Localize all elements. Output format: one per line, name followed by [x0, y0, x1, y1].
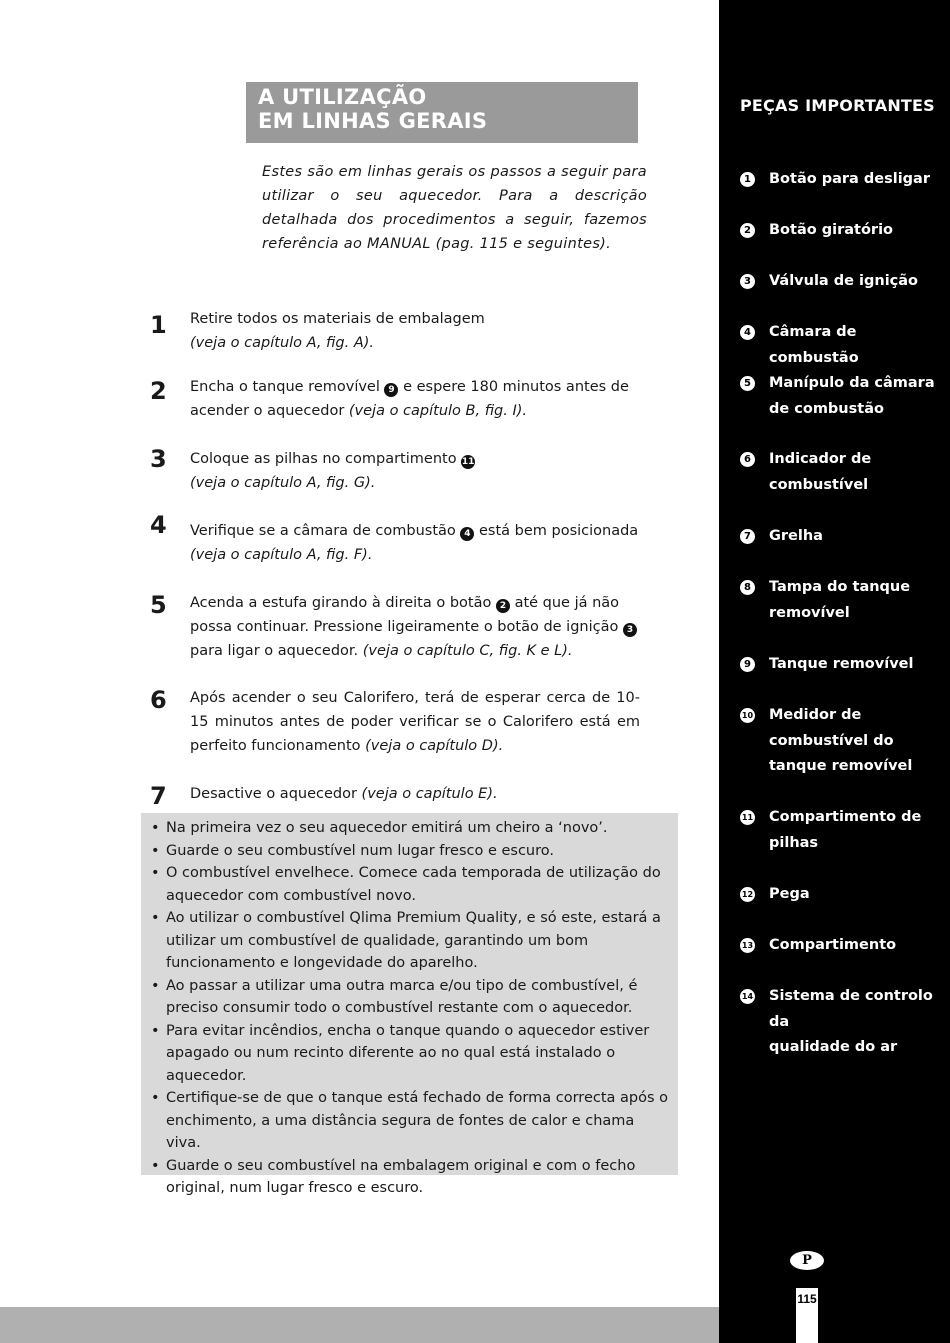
part-item-8	[740, 578, 945, 626]
note-item: • Na primeira vez o seu aquecedor emitirá um cheiro a ‘novo’.	[151, 817, 671, 840]
step-number: 4	[150, 511, 167, 539]
part-label: Tampa do tanque removível	[769, 579, 911, 621]
step-text	[190, 447, 640, 495]
step-reference: (veja o capítulo E).	[361, 786, 498, 802]
note-item: • Para evitar incêndios, encha o tanque quando o aquecedor estiver apagado ou num recinto diferente ao no qual está instalado o aquecedor.	[151, 1020, 671, 1088]
part-label: Botão giratório	[769, 222, 894, 238]
footer-band	[0, 1307, 719, 1343]
step-text-part: Desactive o aquecedor	[190, 786, 357, 802]
part-item-7	[740, 527, 945, 550]
step-text-part: está bem posicionada	[478, 523, 639, 539]
part-item-2	[740, 221, 945, 244]
heading-line-2: EM LINHAS GERAIS	[258, 109, 488, 133]
part-number-badge: 3	[740, 274, 755, 289]
step-text-part: Coloque as pilhas no compartimento	[190, 451, 457, 467]
section-heading	[246, 82, 638, 143]
part-number-badge: 2	[740, 223, 755, 238]
step-number: 7	[150, 782, 167, 810]
step-text-part: até que já não possa continuar. Pressione ligeiramente o botão de ignição	[190, 595, 620, 635]
part-label: Botão para desligar	[769, 171, 930, 187]
part-item-11	[740, 808, 945, 856]
part-label: Válvula de ignição	[769, 273, 919, 289]
part-label: Compartimento	[769, 937, 897, 953]
part-number-badge: 14	[740, 989, 755, 1004]
note-item: • Guarde o seu combustível num lugar fresco e escuro.	[151, 840, 671, 863]
part-number-badge: 12	[740, 887, 755, 902]
step-number: 2	[150, 377, 167, 405]
step-text-part: Retire todos os materiais de embalagem	[190, 311, 485, 327]
part-label: Câmara de combustão	[769, 324, 859, 366]
parts-sidebar	[719, 0, 950, 1343]
step-text-part: e espere 180 minutos antes de acender o aquecedor	[190, 379, 629, 419]
step-reference: (veja o capítulo A, fig. F).	[190, 547, 373, 563]
part-label: Pega	[769, 886, 810, 902]
part-item-5	[740, 374, 945, 422]
step-reference: (veja o capítulo A, fig. G).	[190, 475, 376, 491]
part-item-4	[740, 323, 945, 371]
part-number-badge: 4	[740, 325, 755, 340]
part-item-9	[740, 655, 945, 678]
step-text	[190, 519, 640, 567]
part-number-badge: 11	[740, 810, 755, 825]
step-text	[190, 782, 640, 806]
heading-line-1: A UTILIZAÇÃO	[258, 85, 427, 109]
step-number: 3	[150, 445, 167, 473]
part-label: Medidor de combustível do tanque removível	[769, 707, 913, 774]
part-item-10	[740, 706, 945, 780]
part-item-3	[740, 272, 945, 295]
part-number-badge: 11	[461, 457, 475, 467]
step-text-part: Acenda a estufa girando à direita o botão	[190, 595, 492, 611]
part-number-badge: 2	[496, 599, 510, 613]
part-number-badge: 10	[740, 708, 755, 723]
step-number: 6	[150, 686, 167, 714]
note-item: • Certifique-se de que o tanque está fechado de forma correcta após o enchimento, a uma distância segura de fontes de calor e chama viva.	[151, 1087, 671, 1155]
note-item: • Ao utilizar o combustível Qlima Premium Quality, e só este, estará a utilizar um combustível de qualidade, garantindo um bom funcionamento e longevidade do aparelho.	[151, 907, 671, 975]
part-item-13	[740, 936, 945, 959]
step-reference: (veja o capítulo B, fig. I).	[348, 403, 528, 419]
step-number: 1	[150, 311, 167, 339]
part-label: Tanque removível	[769, 656, 914, 672]
step-text	[190, 375, 640, 423]
part-number-badge: 7	[740, 529, 755, 544]
part-label: Sistema de controlo da qualidade do ar	[769, 988, 933, 1055]
step-reference: (veja o capítulo C, fig. K e L).	[362, 643, 573, 659]
part-item-1	[740, 170, 945, 193]
step-reference: (veja o capítulo A, fig. A).	[190, 335, 375, 351]
part-number-badge: 4	[460, 527, 474, 541]
step-text	[190, 307, 640, 355]
part-label: Manípulo da câmara de combustão	[769, 375, 935, 417]
intro-paragraph: Estes são em linhas gerais os passos a seguir para utilizar o seu aquecedor. Para a descrição detalhada dos procedimentos a seguir, fazemos referência ao MANUAL (pag. 115 e seguintes).	[262, 164, 647, 252]
note-item: • Ao passar a utilizar uma outra marca e/ou tipo de combustível, é preciso consumir todo o combustível restante com o aquecedor.	[151, 975, 671, 1020]
step-text	[190, 686, 640, 758]
part-number-badge: 13	[740, 938, 755, 953]
step-number: 5	[150, 591, 167, 619]
note-item: • O combustível envelhece. Comece cada temporada de utilização do aquecedor com combustível novo.	[151, 862, 671, 907]
part-label: Grelha	[769, 528, 823, 544]
note-item: • Guarde o seu combustível na embalagem original e com o fecho original, num lugar fresco e escuro.	[151, 1155, 671, 1200]
part-item-14	[740, 987, 945, 1061]
part-number-badge: 1	[740, 172, 755, 187]
notes-box	[141, 813, 678, 1196]
part-number-badge: 3	[623, 623, 637, 637]
part-number-badge: 5	[740, 376, 755, 391]
step-text-part: para ligar o aquecedor.	[190, 643, 359, 659]
step-text-part: Verifique se a câmara de combustão	[190, 523, 456, 539]
page-number: 115	[796, 1288, 818, 1343]
part-number-badge: 6	[740, 452, 755, 467]
step-text	[190, 591, 640, 663]
step-reference: (veja o capítulo D).	[365, 738, 504, 754]
language-badge: P	[790, 1251, 824, 1270]
step-text-part: Encha o tanque removível	[190, 379, 380, 395]
part-number-badge: 8	[740, 580, 755, 595]
part-item-6	[740, 450, 945, 498]
step-text-part: Após acender o seu Calorifero, terá de esperar cerca de 10-15 minutos antes de poder verificar se o Calorifero está em perfeito funcionamento	[190, 690, 640, 754]
part-label: Indicador de combustível	[769, 451, 872, 493]
part-number-badge: 9	[384, 383, 398, 397]
part-label: Compartimento de pilhas	[769, 809, 922, 851]
part-item-12	[740, 885, 945, 908]
part-number-badge: 9	[740, 657, 755, 672]
sidebar-title: PEÇAS IMPORTANTES	[740, 96, 935, 115]
